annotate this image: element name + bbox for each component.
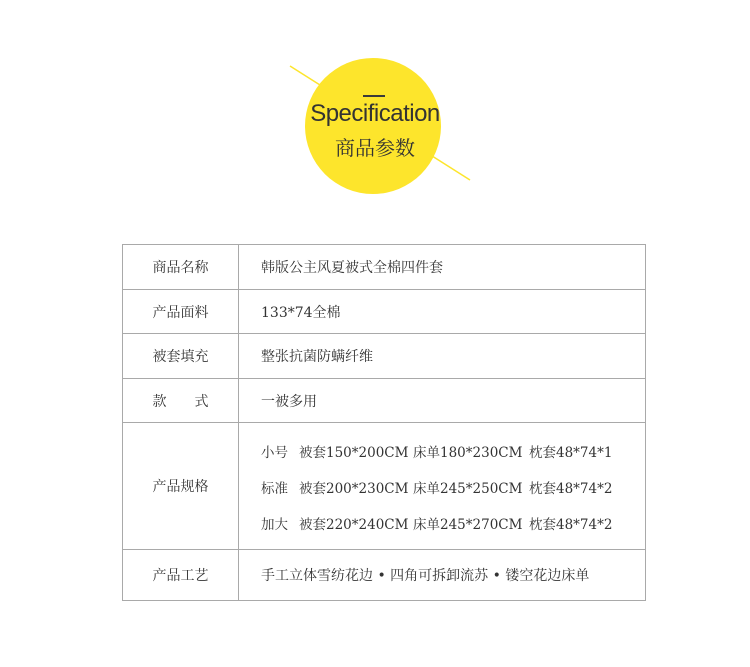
- size-duvet: 被套220*240CM: [299, 517, 409, 533]
- row-label: 款 式: [123, 379, 239, 423]
- row-value: 一被多用: [239, 379, 646, 423]
- row-label: 产品工艺: [123, 550, 239, 601]
- row-label: 产品规格: [123, 423, 239, 550]
- row-value: 手工立体雪纺花边 • 四角可拆卸流苏 • 镂空花边床单: [239, 550, 646, 601]
- size-sheet: 床单245*270CM: [413, 517, 523, 533]
- table-row: [123, 550, 646, 601]
- table-row: [123, 334, 646, 379]
- title-dash: [363, 95, 385, 97]
- size-item: [261, 477, 645, 497]
- size-item: [261, 513, 645, 533]
- table-row: [123, 379, 646, 423]
- row-value: 韩版公主风夏被式全棉四件套: [239, 245, 646, 290]
- size-pillow: 枕套48*74*2: [529, 481, 613, 497]
- size-duvet: 被套200*230CM: [299, 481, 409, 497]
- size-name: 小号: [261, 445, 288, 461]
- row-label: 被套填充: [123, 334, 239, 379]
- size-list: [239, 423, 646, 550]
- size-item: [261, 441, 645, 461]
- spec-table: [122, 244, 646, 601]
- size-duvet: 被套150*200CM: [299, 445, 409, 461]
- spec-header: [0, 0, 750, 220]
- row-label: 商品名称: [123, 245, 239, 290]
- spec-title: Specification: [310, 100, 440, 127]
- table-row: [123, 245, 646, 290]
- size-pillow: 枕套48*74*1: [529, 445, 613, 461]
- size-name: 加大: [261, 517, 288, 533]
- row-value: 整张抗菌防螨纤维: [239, 334, 646, 379]
- size-pillow: 枕套48*74*2: [529, 517, 613, 533]
- size-sheet: 床单245*250CM: [413, 481, 523, 497]
- table-row: [123, 290, 646, 334]
- size-name: 标准: [261, 481, 288, 497]
- table-row: [123, 423, 646, 550]
- spec-subtitle: 商品参数: [335, 136, 415, 160]
- row-value: 133*74全棉: [239, 290, 646, 334]
- size-sheet: 床单180*230CM: [413, 445, 523, 461]
- row-label: 产品面料: [123, 290, 239, 334]
